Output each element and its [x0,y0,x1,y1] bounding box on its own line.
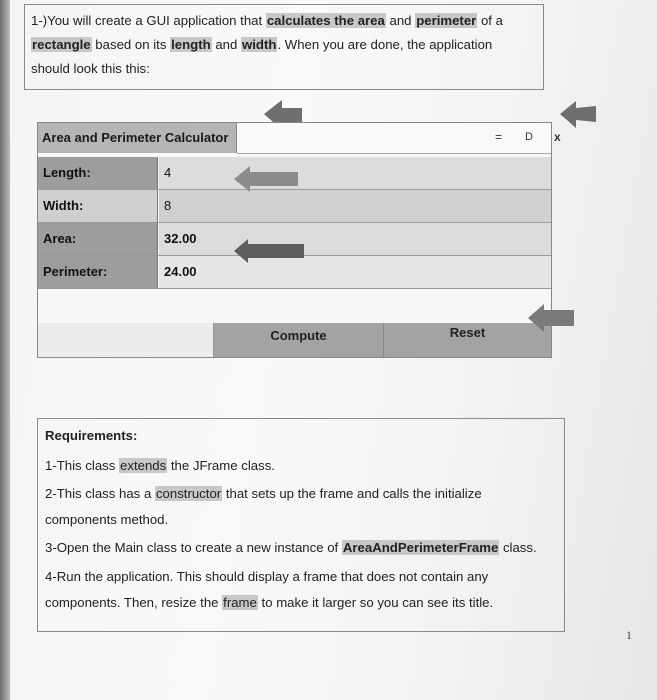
frame-title: Area and Perimeter Calculator [38,123,237,153]
requirement-2-line-2: components method. [45,512,169,527]
requirements-heading: Requirements: [45,428,138,443]
intro-line-3: should look this this: [31,61,150,76]
length-label: Length: [38,157,158,189]
close-icon[interactable]: x [554,130,561,144]
requirement-2: 2-This class has a constructor that sets up the frame and calls the initialize [45,486,482,501]
compute-button[interactable]: Compute [214,323,384,357]
left-arrow-icon [232,236,306,266]
requirement-4: 4-Run the application. This should display a frame that does not contain any [45,569,489,584]
requirement-3: 3-Open the Main class to create a new instance of AreaAndPerimeterFrame class. [45,540,537,555]
maximize-icon[interactable]: D [525,131,533,143]
button-row [38,323,551,357]
left-arrow-icon [526,300,576,336]
reset-button[interactable]: Reset [384,323,551,357]
intro-line-2: rectangle based on its length and width. When you are done, the application [32,37,493,52]
left-arrow-icon [558,98,600,132]
minimize-icon[interactable]: = [495,130,503,144]
requirement-1: 1-This class extends the JFrame class. [45,458,275,473]
width-field[interactable]: 8 [159,190,551,222]
perimeter-label: Perimeter: [38,256,158,288]
perimeter-value: 24.00 [159,256,551,288]
empty-cell [38,323,214,357]
width-label: Width: [38,190,158,222]
length-field[interactable]: 4 [159,157,551,189]
page-number: 1 [626,628,632,642]
title-bar [237,123,561,154]
area-label: Area: [38,223,158,255]
requirement-4-line-2: components. Then, resize the frame to make it larger so you can see its title. [45,595,494,610]
page-edge-shadow [0,0,10,700]
left-arrow-icon [232,162,300,196]
intro-line-1: 1-)You will create a GUI application that calculates the area and perimeter of a [31,13,503,28]
area-value: 32.00 [159,223,551,255]
